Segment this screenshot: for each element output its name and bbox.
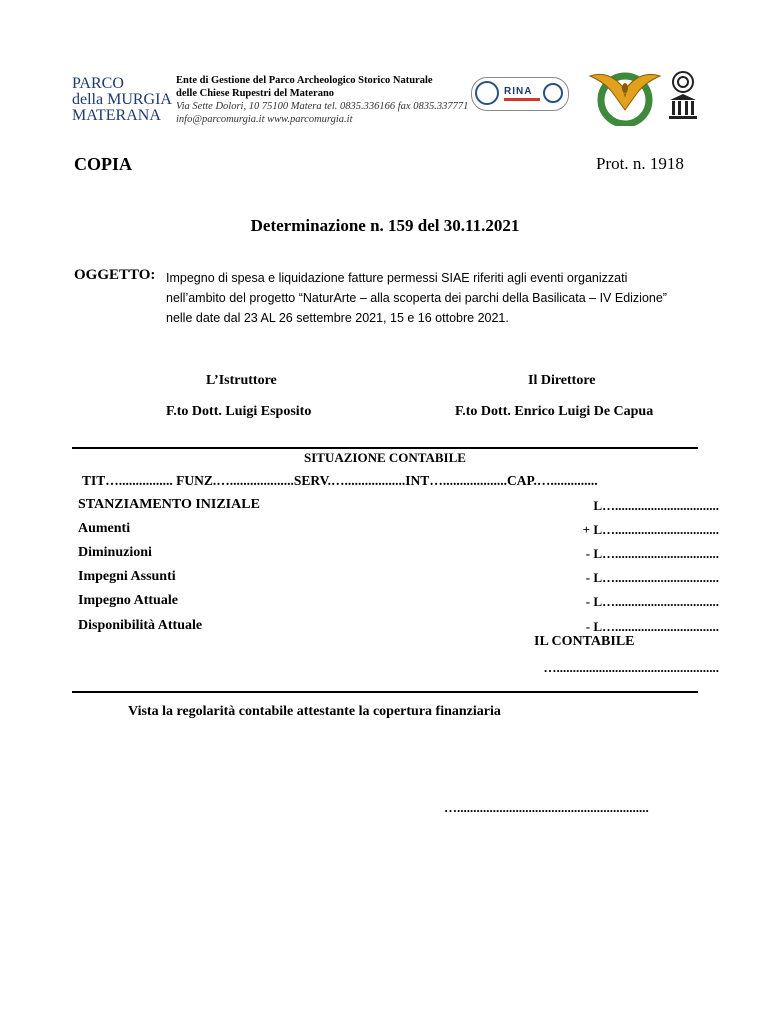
unesco-icon xyxy=(666,70,700,124)
rina-certification-logo xyxy=(471,77,569,111)
row-value-stanziamento: L…................................ xyxy=(593,498,719,513)
determination-title: Determinazione n. 159 del 30.11.2021 xyxy=(250,216,520,235)
istruttore-title: L’Istruttore xyxy=(206,373,277,388)
direttore-title: Il Direttore xyxy=(528,373,596,388)
row-label-stanziamento: STANZIAMENTO INIZIALE xyxy=(78,497,260,512)
row-value-impegno-attuale: - L…................................ xyxy=(585,594,719,609)
divider-top xyxy=(72,447,698,449)
row-label-disponibilita: Disponibilità Attuale xyxy=(78,618,203,633)
divider-bottom xyxy=(72,691,698,693)
row-value-aumenti: + L…................................ xyxy=(582,522,719,537)
contabile-label: IL CONTABILE xyxy=(534,634,635,649)
logo-line-2: della MURGIA xyxy=(72,91,172,108)
budget-codes: TIT…................ FUNZ.…...................SERV.…..................INT…...................CAP.….............. xyxy=(82,473,598,488)
accreditation-seal-icon xyxy=(543,83,563,103)
rina-stripe xyxy=(504,98,540,101)
contabile-signature-line: ….................................................. xyxy=(543,660,719,675)
park-logo xyxy=(72,76,172,124)
ente-name-2: delle Chiese Rupestri del Materano xyxy=(176,88,335,99)
oggetto-label: OGGETTO: xyxy=(74,267,156,283)
oggetto-line-2: nell’ambito del progetto “NaturArte – alla scoperta dei parchi della Basilicata – IV Edizione” xyxy=(166,291,667,305)
oggetto-line-1: Impegno di spesa e liquidazione fatture permessi SIAE riferiti agli eventi organizzati xyxy=(166,271,628,285)
istruttore-name: F.to Dott. Luigi Esposito xyxy=(166,404,312,419)
eagle-emblem-icon xyxy=(588,66,662,126)
oggetto-text xyxy=(166,268,698,328)
row-label-diminuzioni: Diminuzioni xyxy=(78,545,152,560)
row-label-impegno-attuale: Impegno Attuale xyxy=(78,593,178,608)
final-signature-line: …........................................................... xyxy=(444,800,649,815)
situazione-title: SITUAZIONE CONTABILE xyxy=(304,450,466,465)
ente-info xyxy=(176,74,468,126)
row-label-aumenti: Aumenti xyxy=(78,521,131,536)
logo-line-1: PARCO xyxy=(72,75,124,92)
row-value-diminuzioni: - L…................................ xyxy=(585,546,719,561)
ente-name-1: Ente di Gestione del Parco Archeologico Storico Naturale xyxy=(176,75,433,86)
logo-line-3: MATERANA xyxy=(72,107,161,124)
direttore-name: F.to Dott. Enrico Luigi De Capua xyxy=(455,404,654,419)
ente-contacts: info@parcomurgia.it www.parcomurgia.it xyxy=(176,114,353,125)
row-value-impegni-assunti: - L…................................ xyxy=(585,570,719,585)
copia-label: COPIA xyxy=(74,154,132,174)
ente-address: Via Sette Dolori, 10 75100 Matera tel. 0835.336166 fax 0835.337771 xyxy=(176,101,469,112)
protocol-number: Prot. n. 1918 xyxy=(596,154,684,173)
oggetto-line-3: nelle date dal 23 AL 26 settembre 2021, 15 e 16 ottobre 2021. xyxy=(166,311,509,325)
rina-label: RINA xyxy=(504,86,533,97)
vista-statement: Vista la regolarità contabile attestante la copertura finanziaria xyxy=(128,704,501,719)
row-label-impegni-assunti: Impegni Assunti xyxy=(78,569,176,584)
certification-seal-icon xyxy=(475,81,499,105)
row-value-disponibilita: - L…................................ xyxy=(585,619,719,634)
